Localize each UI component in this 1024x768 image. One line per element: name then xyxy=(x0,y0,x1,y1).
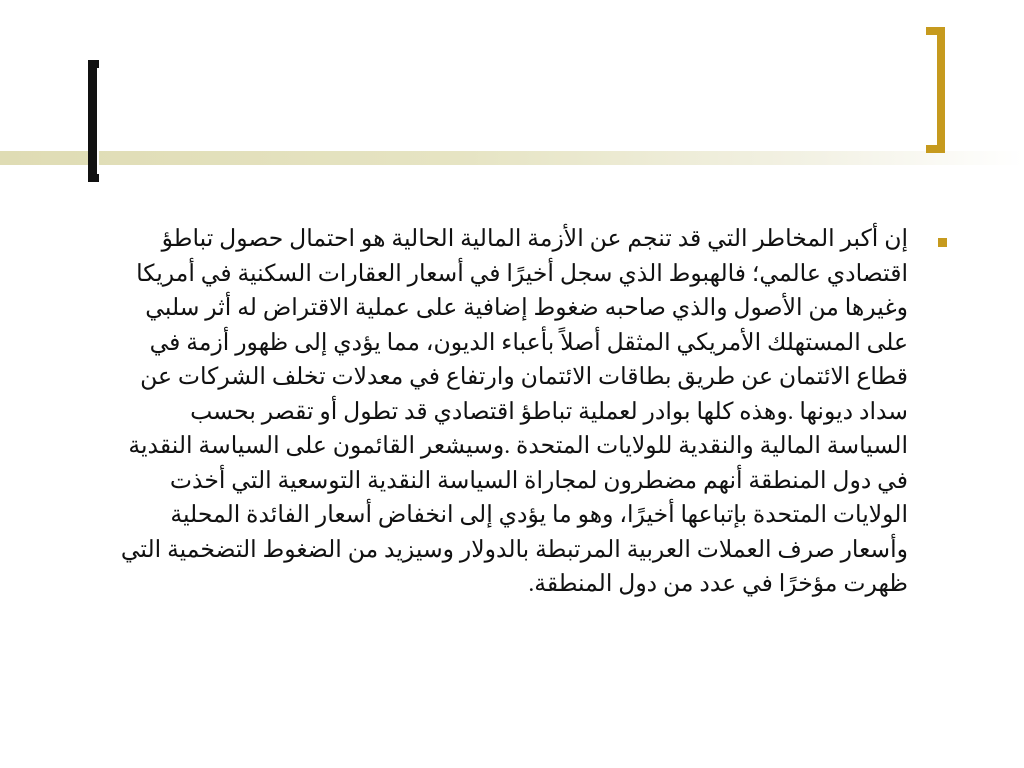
header-rule-band xyxy=(0,151,1024,165)
body-paragraph: إن أكبر المخاطر التي قد تنجم عن الأزمة المالية الحالية هو احتمال حصول تباطؤ اقتصادي عالمي؛ فالهبوط الذي سجل أخيرًا في أسعار العقارات السكنية في أمريكا وغيرها من الأصول والذي صاحبه ضغوط إضافية على عملية الاقتراض له أثر سلبي على المستهلك الأمريكي المثقل أصلاً بأعباء الديون، مما يؤدي إلى ظهور أزمة في قطاع الائتمان عن طريق بطاقات الائتمان وارتفاع في معدلات تخلف الشركات عن سداد ديونها .وهذه كلها بوادر لعملية تباطؤ اقتصادي قد تطول أو تقصر بحسب السياسة المالية والنقدية للولايات المتحدة .وسيشعر القائمون على السياسة النقدية في دول المنطقة أنهم مضطرون لمجاراة السياسة النقدية التوسعية التي أخذت الولايات المتحدة بإتباعها أخيرًا، وهو ما يؤدي إلى انخفاض أسعار الفائدة المحلية وأسعار صرف العملات العربية المرتبطة بالدولار وسيزيد من الضغوط التضخمية التي ظهرت مؤخرًا في عدد من دول المنطقة. xyxy=(120,226,908,597)
left-bracket-decoration xyxy=(88,60,99,182)
slide-content xyxy=(108,222,936,602)
bullet-icon xyxy=(938,238,947,247)
right-bracket-decoration xyxy=(926,27,945,153)
